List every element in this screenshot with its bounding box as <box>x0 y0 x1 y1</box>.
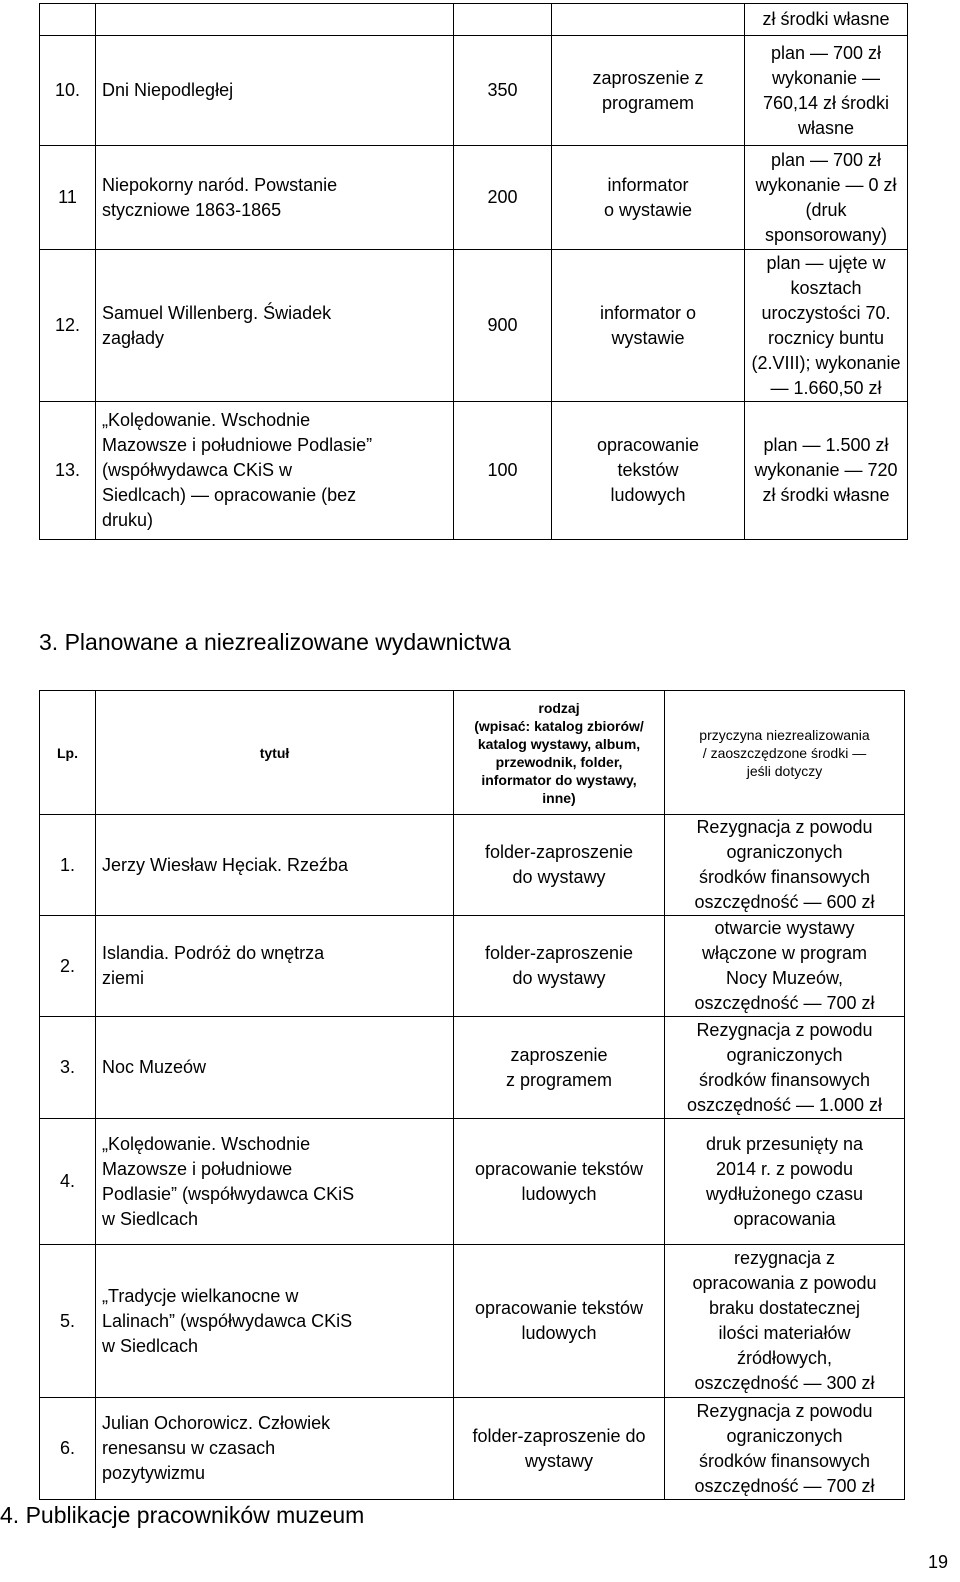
header-type-label: rodzaj <box>538 699 580 716</box>
count-cell: 200 <box>454 146 552 250</box>
finance-cell: plan — 700 zł wykonanie — 0 zł (druk sponsorowany) <box>745 146 908 250</box>
table-row <box>40 1017 905 1119</box>
row-number: 5. <box>40 1245 96 1398</box>
header-type <box>454 691 665 815</box>
count-cell: 900 <box>454 250 552 402</box>
table-row <box>40 1245 905 1398</box>
finance-cell: plan — ujęte w kosztach uroczystości 70. rocznicy buntu (2.VIII); wykonanie — 1.660,50 zł <box>745 250 908 402</box>
table-row <box>40 36 908 146</box>
page-number: 19 <box>928 1552 949 1572</box>
title-cell: Dni Niepodległej <box>96 36 454 146</box>
table-row <box>40 1119 905 1245</box>
count-cell: 100 <box>454 402 552 540</box>
row-number: 2. <box>40 916 96 1017</box>
type-cell: opracowanie tekstów ludowych <box>454 1245 665 1398</box>
type-cell: folder-zaproszenie do wystawy <box>454 916 665 1017</box>
title-cell: Islandia. Podróż do wnętrza ziemi <box>96 916 454 1017</box>
publications-table <box>39 3 908 540</box>
table-row <box>40 815 905 916</box>
type-cell: opracowanie tekstów ludowych <box>552 402 745 540</box>
row-number: 13. <box>40 402 96 540</box>
type-cell: opracowanie tekstów ludowych <box>454 1119 665 1245</box>
title-cell: Julian Ochorowicz. Człowiek renesansu w czasach pozytywizmu <box>96 1398 454 1500</box>
row-number: 12. <box>40 250 96 402</box>
header-lp: Lp. <box>40 691 96 815</box>
reason-cell: Rezygnacja z powodu ograniczonych środków finansowych oszczędność — 1.000 zł <box>665 1017 905 1119</box>
title-cell: „Tradycje wielkanocne w Lalinach” (współwydawca CKiS w Siedlcach <box>96 1245 454 1398</box>
row-number: 1. <box>40 815 96 916</box>
reason-cell: Rezygnacja z powodu ograniczonych środków finansowych oszczędność — 700 zł <box>665 1398 905 1500</box>
type-cell: folder-zaproszenie do wystawy <box>454 815 665 916</box>
title-cell: „Kolędowanie. Wschodnie Mazowsze i południowe Podlasie” (współwydawca CKiS w Siedlcach) — opracowanie (bez druku) <box>96 402 454 540</box>
unrealized-publications-table <box>39 690 905 1500</box>
table-header-row <box>40 691 905 815</box>
title-cell: „Kolędowanie. Wschodnie Mazowsze i południowe Podlasie” (współwydawca CKiS w Siedlcach <box>96 1119 454 1245</box>
row-number: 4. <box>40 1119 96 1245</box>
reason-cell: Rezygnacja z powodu ograniczonych środków finansowych oszczędność — 600 zł <box>665 815 905 916</box>
table-row <box>40 916 905 1017</box>
type-cell: informator o wystawie <box>552 250 745 402</box>
table-row <box>40 1398 905 1500</box>
row-number: 11 <box>40 146 96 250</box>
table-row <box>40 402 908 540</box>
type-cell: informator o wystawie <box>552 146 745 250</box>
reason-cell: druk przesunięty na 2014 r. z powodu wydłużonego czasu opracowania <box>665 1119 905 1245</box>
reason-cell: otwarcie wystawy włączone w program Nocy Muzeów, oszczędność — 700 zł <box>665 916 905 1017</box>
table-row <box>40 146 908 250</box>
finance-cell: plan — 1.500 zł wykonanie — 720 zł środki własne <box>745 402 908 540</box>
header-title: tytuł <box>96 691 454 815</box>
type-cell: zaproszenie z programem <box>552 36 745 146</box>
table-row <box>40 4 908 36</box>
header-reason: przyczyna niezrealizowania / zaoszczędzone środki — jeśli dotyczy <box>665 691 905 815</box>
reason-cell: rezygnacja z opracowania z powodu braku dostatecznej ilości materiałów źródłowych, oszczędność — 300 zł <box>665 1245 905 1398</box>
type-cell: folder-zaproszenie do wystawy <box>454 1398 665 1500</box>
table-row <box>40 250 908 402</box>
title-cell: Jerzy Wiesław Hęciak. Rzeźba <box>96 815 454 916</box>
header-type-note: (wpisać: katalog zbiorów/ katalog wystawy, album, przewodnik, folder, informator do wystawy, inne) <box>474 717 644 806</box>
section-heading: 4. Publikacje pracowników muzeum <box>0 1502 365 1528</box>
title-cell: Samuel Willenberg. Świadek zagłady <box>96 250 454 402</box>
title-cell: Noc Muzeów <box>96 1017 454 1119</box>
finance-cell: plan — 700 zł wykonanie — 760,14 zł środki własne <box>745 36 908 146</box>
type-cell: zaproszenie z programem <box>454 1017 665 1119</box>
row-number: 10. <box>40 36 96 146</box>
row-number: 6. <box>40 1398 96 1500</box>
section-heading: 3. Planowane a niezrealizowane wydawnictwa <box>39 629 511 655</box>
title-cell: Niepokorny naród. Powstanie styczniowe 1863-1865 <box>96 146 454 250</box>
finance-cell: zł środki własne <box>745 4 908 36</box>
row-number: 3. <box>40 1017 96 1119</box>
count-cell: 350 <box>454 36 552 146</box>
